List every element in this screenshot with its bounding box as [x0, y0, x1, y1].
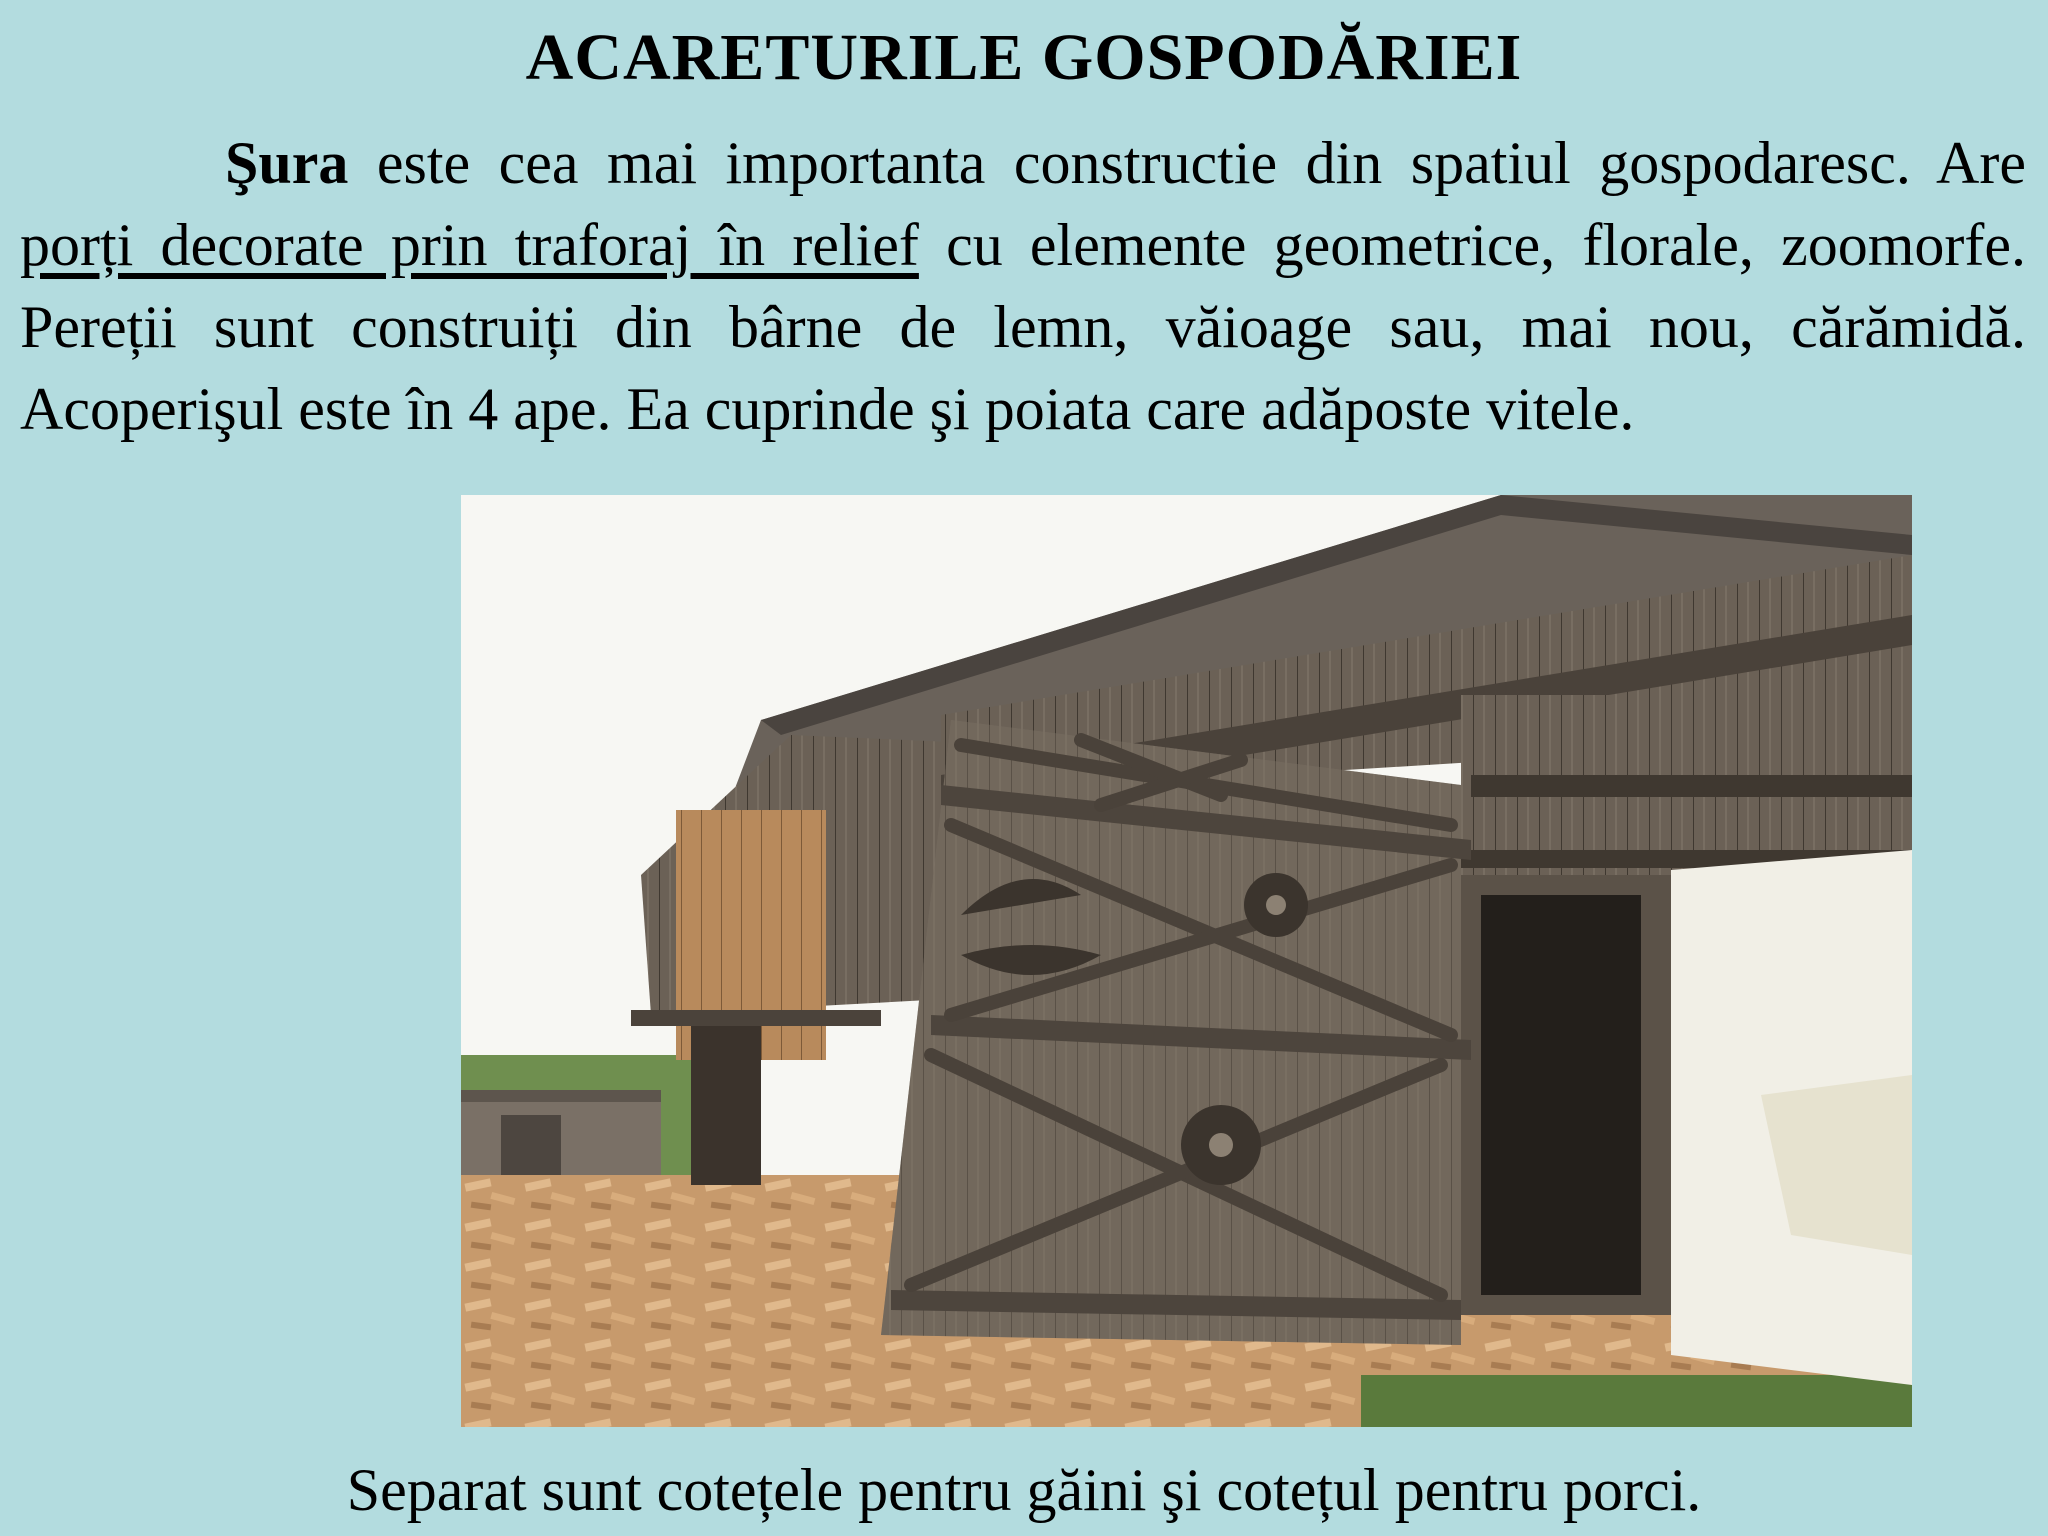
photo-caption: Separat sunt cotețele pentru găini şi cotețul pentru porci. [346, 1457, 1702, 1523]
body-paragraph [20, 122, 2026, 450]
barn-photo [461, 495, 1912, 1427]
slide-title: ACARETURILE GOSPODĂRIEI [525, 21, 1523, 94]
paragraph-part-1: este cea mai importanta constructie din spatiul gospodaresc. Are [348, 130, 2026, 196]
underlined-phrase: porți decorate prin traforaj în relief [20, 212, 919, 278]
paragraph-part-2: cu elemente geometrice, florale, zoomorfe. Pereții sunt construiți din bârne de lemn, văioage sau, mai nou, cărămidă. Acoperişul este în 4 ape. Ea cuprinde şi poiata care adăposte vitele. [20, 212, 2026, 442]
lead-word: Şura [225, 130, 349, 196]
